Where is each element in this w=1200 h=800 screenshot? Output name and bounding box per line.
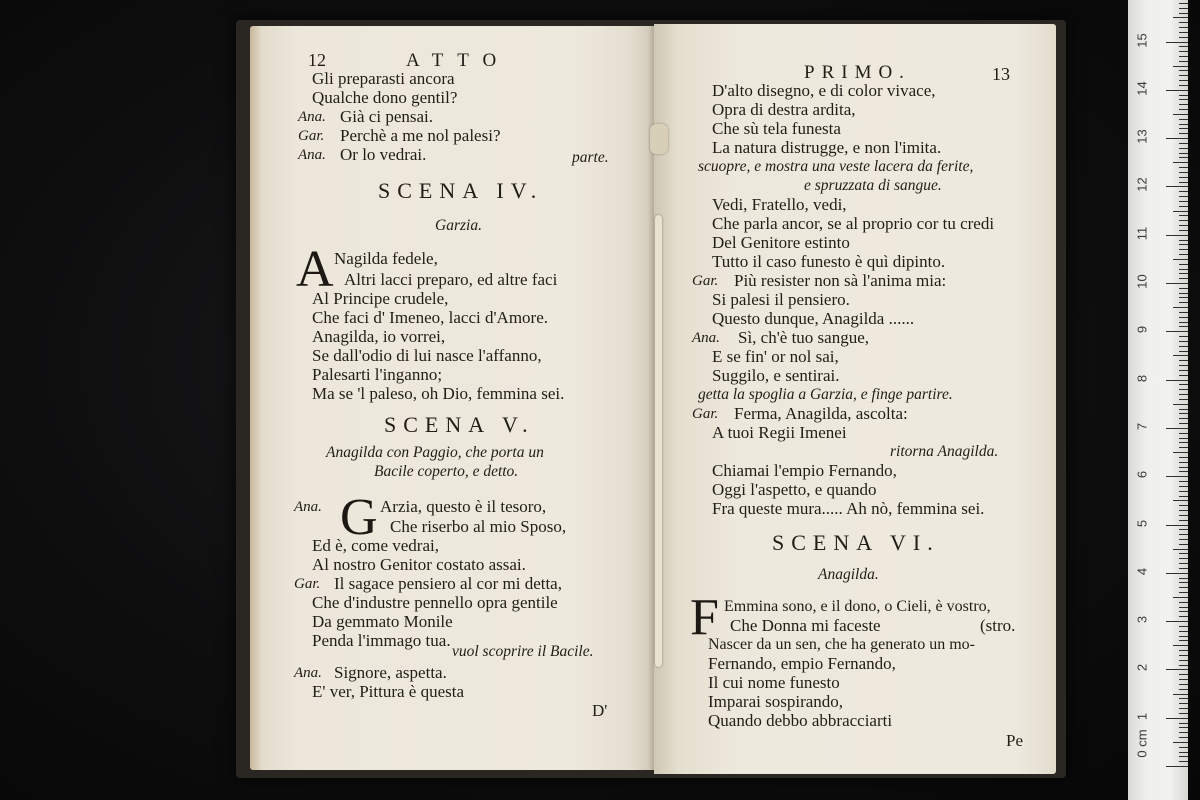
ruler-tick	[1179, 273, 1188, 274]
ruler-tick	[1179, 302, 1188, 303]
ruler-tick	[1179, 109, 1188, 110]
verse-line: Sì, ch'è tuo sangue,	[738, 328, 870, 347]
page-number-left: 12	[308, 50, 326, 70]
verse-line: Imparai sospirando,	[708, 692, 844, 711]
ruler-tick	[1166, 428, 1188, 429]
ruler-label: 5	[1134, 519, 1150, 527]
ruler-tick	[1179, 438, 1188, 439]
stage-direction: vuol scoprire il Bacile.	[452, 643, 594, 660]
ruler-tick	[1173, 66, 1188, 67]
ruler-tick	[1179, 737, 1188, 738]
ruler-tick	[1166, 186, 1188, 187]
ruler-tick	[1179, 674, 1188, 675]
ruler-tick	[1179, 336, 1188, 337]
ruler-tick	[1179, 27, 1188, 28]
ruler-tick	[1179, 616, 1188, 617]
ruler-tick	[1179, 491, 1188, 492]
verse-line: A tuoi Regii Imenei	[712, 423, 847, 442]
binding-thread	[655, 215, 662, 667]
ruler-tick	[1179, 249, 1188, 250]
ruler-tick	[1173, 597, 1188, 598]
ruler-tick	[1179, 13, 1188, 14]
ruler-tick	[1179, 206, 1188, 207]
speaker-label: Ana.	[692, 330, 720, 346]
ruler-tick	[1179, 37, 1188, 38]
ruler-tick	[1179, 457, 1188, 458]
ruler-label: 0 cm	[1134, 729, 1150, 758]
ruler-tick	[1173, 307, 1188, 308]
ruler-tick	[1179, 447, 1188, 448]
verse-line: Fernando, empio Fernando,	[708, 654, 896, 673]
ruler-tick	[1179, 515, 1188, 516]
drop-cap: A	[296, 241, 334, 298]
ruler-tick	[1179, 534, 1188, 535]
ruler-tick	[1166, 525, 1188, 526]
ruler-tick	[1173, 114, 1188, 115]
ruler-tick	[1173, 404, 1188, 405]
ruler-tick	[1179, 409, 1188, 410]
ruler-label: 10	[1134, 274, 1150, 289]
ruler-label: 2	[1134, 664, 1150, 672]
ruler-tick	[1179, 346, 1188, 347]
verse-line: Più resister non sà l'anima mia:	[734, 271, 947, 290]
verse-line: Questo dunque, Anagilda ......	[712, 309, 915, 328]
verse-line: Altri lacci preparo, ed altre faci	[344, 270, 558, 289]
verse-line: Che sù tela funesta	[712, 119, 841, 138]
verse-line: Già ci pensai.	[340, 107, 433, 126]
ruler-tick	[1179, 607, 1188, 608]
ruler-tick	[1179, 254, 1188, 255]
ruler-tick	[1179, 104, 1188, 105]
speaker-label: Gar.	[294, 576, 321, 592]
running-head-left: ATTO	[406, 50, 511, 71]
ruler-tick	[1179, 56, 1188, 57]
verse-line: Il cui nome funesto	[708, 673, 840, 692]
ruler-tick	[1179, 370, 1188, 371]
ruler-tick	[1179, 496, 1188, 497]
ruler-tick	[1179, 167, 1188, 168]
ruler-tick	[1179, 80, 1188, 81]
ruler-tick	[1179, 727, 1188, 728]
ruler-tick	[1179, 128, 1188, 129]
ruler-tick	[1179, 365, 1188, 366]
ruler-tick	[1179, 399, 1188, 400]
ruler-tick	[1173, 549, 1188, 550]
running-head-right: PRIMO.	[804, 62, 911, 83]
ruler-tick	[1179, 660, 1188, 661]
verse-line: Signore, aspetta.	[334, 663, 447, 682]
verse-line: E se fin' or nol sai,	[712, 347, 839, 366]
ruler-tick	[1179, 471, 1188, 472]
ruler-tick	[1166, 621, 1188, 622]
verse-line: Oggi l'aspetto, e quando	[712, 480, 877, 499]
ruler-tick	[1166, 235, 1188, 236]
ruler-label: 11	[1134, 226, 1150, 240]
ruler-tick	[1166, 718, 1188, 719]
verse-line: Or lo vedrai.	[340, 145, 427, 164]
ruler-tick	[1179, 544, 1188, 545]
ruler-tick	[1179, 752, 1188, 753]
verse-line: Opra di destra ardita,	[712, 100, 856, 119]
ruler-tick	[1179, 631, 1188, 632]
ruler-tick	[1179, 312, 1188, 313]
stage-direction: Bacile coperto, e detto.	[374, 463, 519, 480]
verse-line: Palesarti l'inganno;	[312, 365, 443, 384]
ruler-tick	[1173, 162, 1188, 163]
ruler-tick	[1179, 520, 1188, 521]
ruler-tick	[1179, 8, 1188, 9]
ruler-tick	[1179, 539, 1188, 540]
ruler-tick	[1173, 17, 1188, 18]
ruler-tick	[1179, 389, 1188, 390]
ruler-tick	[1179, 375, 1188, 376]
verse-line: Suggilo, e sentirai.	[712, 366, 840, 385]
verse-line: Perchè a me nol palesi?	[340, 126, 501, 145]
page-number-right: 13	[992, 64, 1010, 84]
scene-heading: SCENA VI.	[772, 530, 940, 555]
ruler-tick	[1179, 157, 1188, 158]
ruler-label: 15	[1134, 32, 1150, 48]
ruler-tick	[1179, 761, 1188, 762]
ruler-tick	[1179, 462, 1188, 463]
ruler-tick	[1179, 636, 1188, 637]
ruler-tick	[1179, 602, 1188, 603]
ruler-tick	[1173, 211, 1188, 212]
ruler-tick	[1179, 153, 1188, 154]
ruler-tick	[1179, 592, 1188, 593]
ruler-tick	[1179, 703, 1188, 704]
verse-line: Si palesi il pensiero.	[712, 290, 850, 309]
verse-line: Nagilda fedele,	[334, 249, 438, 268]
stage-direction: parte.	[572, 149, 609, 166]
verse-line: D'alto disegno, e di color vivace,	[712, 81, 936, 100]
ruler-tick	[1173, 452, 1188, 453]
ruler-tick	[1179, 177, 1188, 178]
ruler-tick	[1179, 732, 1188, 733]
ruler-tick	[1179, 529, 1188, 530]
verse-line: Fra queste mura..... Ah nò, femmina sei.	[712, 499, 985, 518]
ruler-label: 3	[1134, 615, 1150, 624]
ruler-tick	[1179, 225, 1188, 226]
verse-line: Che faci d' Imeneo, lacci d'Amore.	[312, 308, 548, 327]
binding-knot	[650, 124, 668, 154]
ruler-tick	[1179, 326, 1188, 327]
ruler-tick	[1166, 90, 1188, 91]
speaker-label: Ana.	[298, 109, 326, 125]
ruler-tick	[1179, 288, 1188, 289]
ruler-tick	[1179, 626, 1188, 627]
ruler-tick	[1179, 679, 1188, 680]
verse-line: Ed è, come vedrai,	[312, 536, 439, 555]
ruler-tick	[1179, 486, 1188, 487]
ruler-tick	[1179, 133, 1188, 134]
ruler-tick	[1179, 747, 1188, 748]
ruler-tick	[1166, 283, 1188, 284]
verse-line: Vedi, Fratello, vedi,	[712, 195, 847, 214]
stage-direction: e spruzzata di sangue.	[804, 177, 942, 194]
ruler-label: 9	[1134, 326, 1150, 334]
ruler-tick	[1179, 317, 1188, 318]
ruler-tick	[1179, 244, 1188, 245]
scene-heading: SCENA V.	[384, 412, 535, 437]
drop-cap: G	[340, 489, 378, 546]
verse-line: Arzia, questo è il tesoro,	[380, 497, 547, 516]
stage-direction: getta la spoglia a Garzia, e finge partire.	[698, 386, 953, 403]
speaker-label: Ana.	[294, 499, 322, 515]
ruler-tick	[1173, 645, 1188, 646]
ruler-label: 4	[1134, 567, 1150, 575]
ruler-tick	[1179, 433, 1188, 434]
ruler-tick	[1179, 264, 1188, 265]
ruler-tick	[1179, 51, 1188, 52]
right-page	[654, 24, 1056, 774]
ruler-tick	[1179, 650, 1188, 651]
speaker-label: Gar.	[692, 273, 719, 289]
ruler-tick	[1179, 172, 1188, 173]
ruler-label: 7	[1134, 422, 1150, 431]
ruler-tick	[1179, 201, 1188, 202]
ruler-tick	[1179, 124, 1188, 125]
ruler-tick	[1179, 143, 1188, 144]
verse-line: Chiamai l'empio Fernando,	[712, 461, 897, 480]
ruler-tick	[1179, 269, 1188, 270]
speaker-label: Gar.	[692, 406, 719, 422]
ruler-tick	[1179, 220, 1188, 221]
speaker-label: Gar.	[298, 128, 325, 144]
ruler-tick	[1179, 723, 1188, 724]
ruler-tick	[1179, 713, 1188, 714]
ruler-label: 8	[1134, 374, 1150, 382]
verse-line: Qualche dono gentil?	[312, 88, 458, 107]
ruler-tick	[1179, 191, 1188, 192]
ruler-tick	[1166, 669, 1188, 670]
ruler-tick	[1166, 476, 1188, 477]
ruler-tick	[1173, 500, 1188, 501]
ruler-tick	[1179, 698, 1188, 699]
ruler-tick	[1179, 394, 1188, 395]
ruler-tick	[1179, 558, 1188, 559]
verse-line: Nascer da un sen, che ha generato un mo-	[708, 636, 975, 653]
ruler-tick	[1179, 655, 1188, 656]
ruler-tick	[1179, 32, 1188, 33]
ruler-tick	[1179, 70, 1188, 71]
ruler-tick	[1179, 85, 1188, 86]
ruler-tick	[1166, 331, 1188, 332]
verse-line: Da gemmato Monile	[312, 612, 453, 631]
verse-line: La natura distrugge, e non l'imita.	[712, 138, 942, 157]
speaker-label: Ana.	[294, 665, 322, 681]
ruler-tick	[1179, 384, 1188, 385]
verse-line: Se dall'odio di lui nasce l'affanno,	[312, 346, 542, 365]
ruler-tick	[1179, 481, 1188, 482]
stage-direction: ritorna Anagilda.	[890, 443, 999, 460]
verse-line: Anagilda, io vorrei,	[312, 327, 446, 346]
ruler-tick	[1166, 573, 1188, 574]
ruler-tick	[1166, 766, 1188, 767]
verse-line: Che riserbo al mio Sposo,	[390, 517, 567, 536]
catchword: D'	[592, 701, 608, 720]
verse-line: Ferma, Anagilda, ascolta:	[734, 404, 908, 423]
verse-line: Che parla ancor, se al proprio cor tu credi	[712, 214, 995, 233]
ruler-tick	[1179, 351, 1188, 352]
ruler-tick	[1179, 684, 1188, 685]
ruler-tick	[1179, 360, 1188, 361]
ruler-tick	[1179, 505, 1188, 506]
ruler-tick	[1179, 293, 1188, 294]
ruler-tick	[1179, 278, 1188, 279]
verse-line: Gli preparasti ancora	[312, 69, 455, 88]
ruler-label: 13	[1134, 129, 1150, 144]
verse-line: Tutto il caso funesto è quì dipinto.	[712, 252, 946, 271]
verse-line: Che Donna mi faceste	[730, 616, 881, 635]
ruler-tick	[1179, 240, 1188, 241]
ruler-tick	[1179, 418, 1188, 419]
ruler-tick	[1179, 413, 1188, 414]
ruler-tick	[1179, 553, 1188, 554]
ruler-tick	[1179, 467, 1188, 468]
verse-line: Emmina sono, e il dono, o Cieli, è vostro,	[724, 598, 991, 615]
ruler-tick	[1179, 611, 1188, 612]
ruler-tick	[1179, 563, 1188, 564]
scene-character: Garzia.	[435, 217, 482, 234]
ruler-tick	[1179, 75, 1188, 76]
ruler-tick	[1179, 341, 1188, 342]
ruler-tick	[1179, 61, 1188, 62]
ruler-tick	[1179, 665, 1188, 666]
measuring-ruler	[1128, 0, 1188, 800]
ruler-tick	[1179, 689, 1188, 690]
ruler-label: 6	[1134, 471, 1150, 479]
ruler-tick	[1179, 148, 1188, 149]
ruler-tick	[1179, 230, 1188, 231]
scene-character: Anagilda.	[818, 566, 879, 583]
ruler-tick	[1179, 756, 1188, 757]
ruler-tick	[1179, 46, 1188, 47]
ruler-tick	[1179, 423, 1188, 424]
ruler-tick	[1179, 322, 1188, 323]
ruler-tick	[1179, 215, 1188, 216]
ruler-tick	[1179, 568, 1188, 569]
ruler-tick	[1179, 119, 1188, 120]
ruler-tick	[1179, 442, 1188, 443]
ruler-tick	[1179, 196, 1188, 197]
stage-direction: Anagilda con Paggio, che porta un	[326, 444, 544, 461]
ruler-tick	[1179, 578, 1188, 579]
ruler-tick	[1179, 587, 1188, 588]
ruler-tick	[1179, 582, 1188, 583]
verse-line: Al nostro Genitor costato assai.	[312, 555, 526, 574]
verse-line: Ma se 'l paleso, oh Dio, femmina sei.	[312, 384, 565, 403]
ruler-tick	[1179, 3, 1188, 4]
ruler-tick	[1179, 640, 1188, 641]
ruler-tick	[1166, 42, 1188, 43]
verse-line: Del Genitore estinto	[712, 233, 850, 252]
verse-line: E' ver, Pittura è questa	[312, 682, 465, 701]
ruler-tick	[1166, 138, 1188, 139]
ruler-tick	[1173, 259, 1188, 260]
ruler-tick	[1173, 694, 1188, 695]
ruler-tick	[1173, 355, 1188, 356]
ruler-tick	[1166, 380, 1188, 381]
scene-heading: SCENA IV.	[378, 178, 544, 203]
ruler-label: 12	[1134, 177, 1150, 193]
drop-cap: F	[690, 589, 719, 646]
speaker-label: Ana.	[298, 147, 326, 163]
ruler-tick	[1179, 708, 1188, 709]
stage-direction: scuopre, e mostra una veste lacera da ferite,	[698, 158, 974, 175]
catchword: Pe	[1006, 731, 1023, 750]
left-page	[250, 26, 654, 770]
ruler-tick	[1179, 297, 1188, 298]
verse-line: Penda l'immago tua.	[312, 631, 451, 650]
ruler-tick	[1179, 510, 1188, 511]
ruler-tick	[1179, 22, 1188, 23]
ruler-tick	[1179, 182, 1188, 183]
verse-line: Il sagace pensiero al cor mi detta,	[334, 574, 562, 593]
ruler-tick	[1179, 99, 1188, 100]
ruler-tick	[1179, 95, 1188, 96]
ruler-label: 14	[1134, 81, 1150, 96]
ruler-label: 1	[1134, 712, 1150, 720]
verse-line: Che d'industre pennello opra gentile	[312, 593, 558, 612]
verse-line: Quando debbo abbracciarti	[708, 711, 893, 730]
ruler-tick	[1173, 742, 1188, 743]
verse-turnover: (stro.	[980, 616, 1016, 635]
verse-line: Al Principe crudele,	[312, 289, 449, 308]
